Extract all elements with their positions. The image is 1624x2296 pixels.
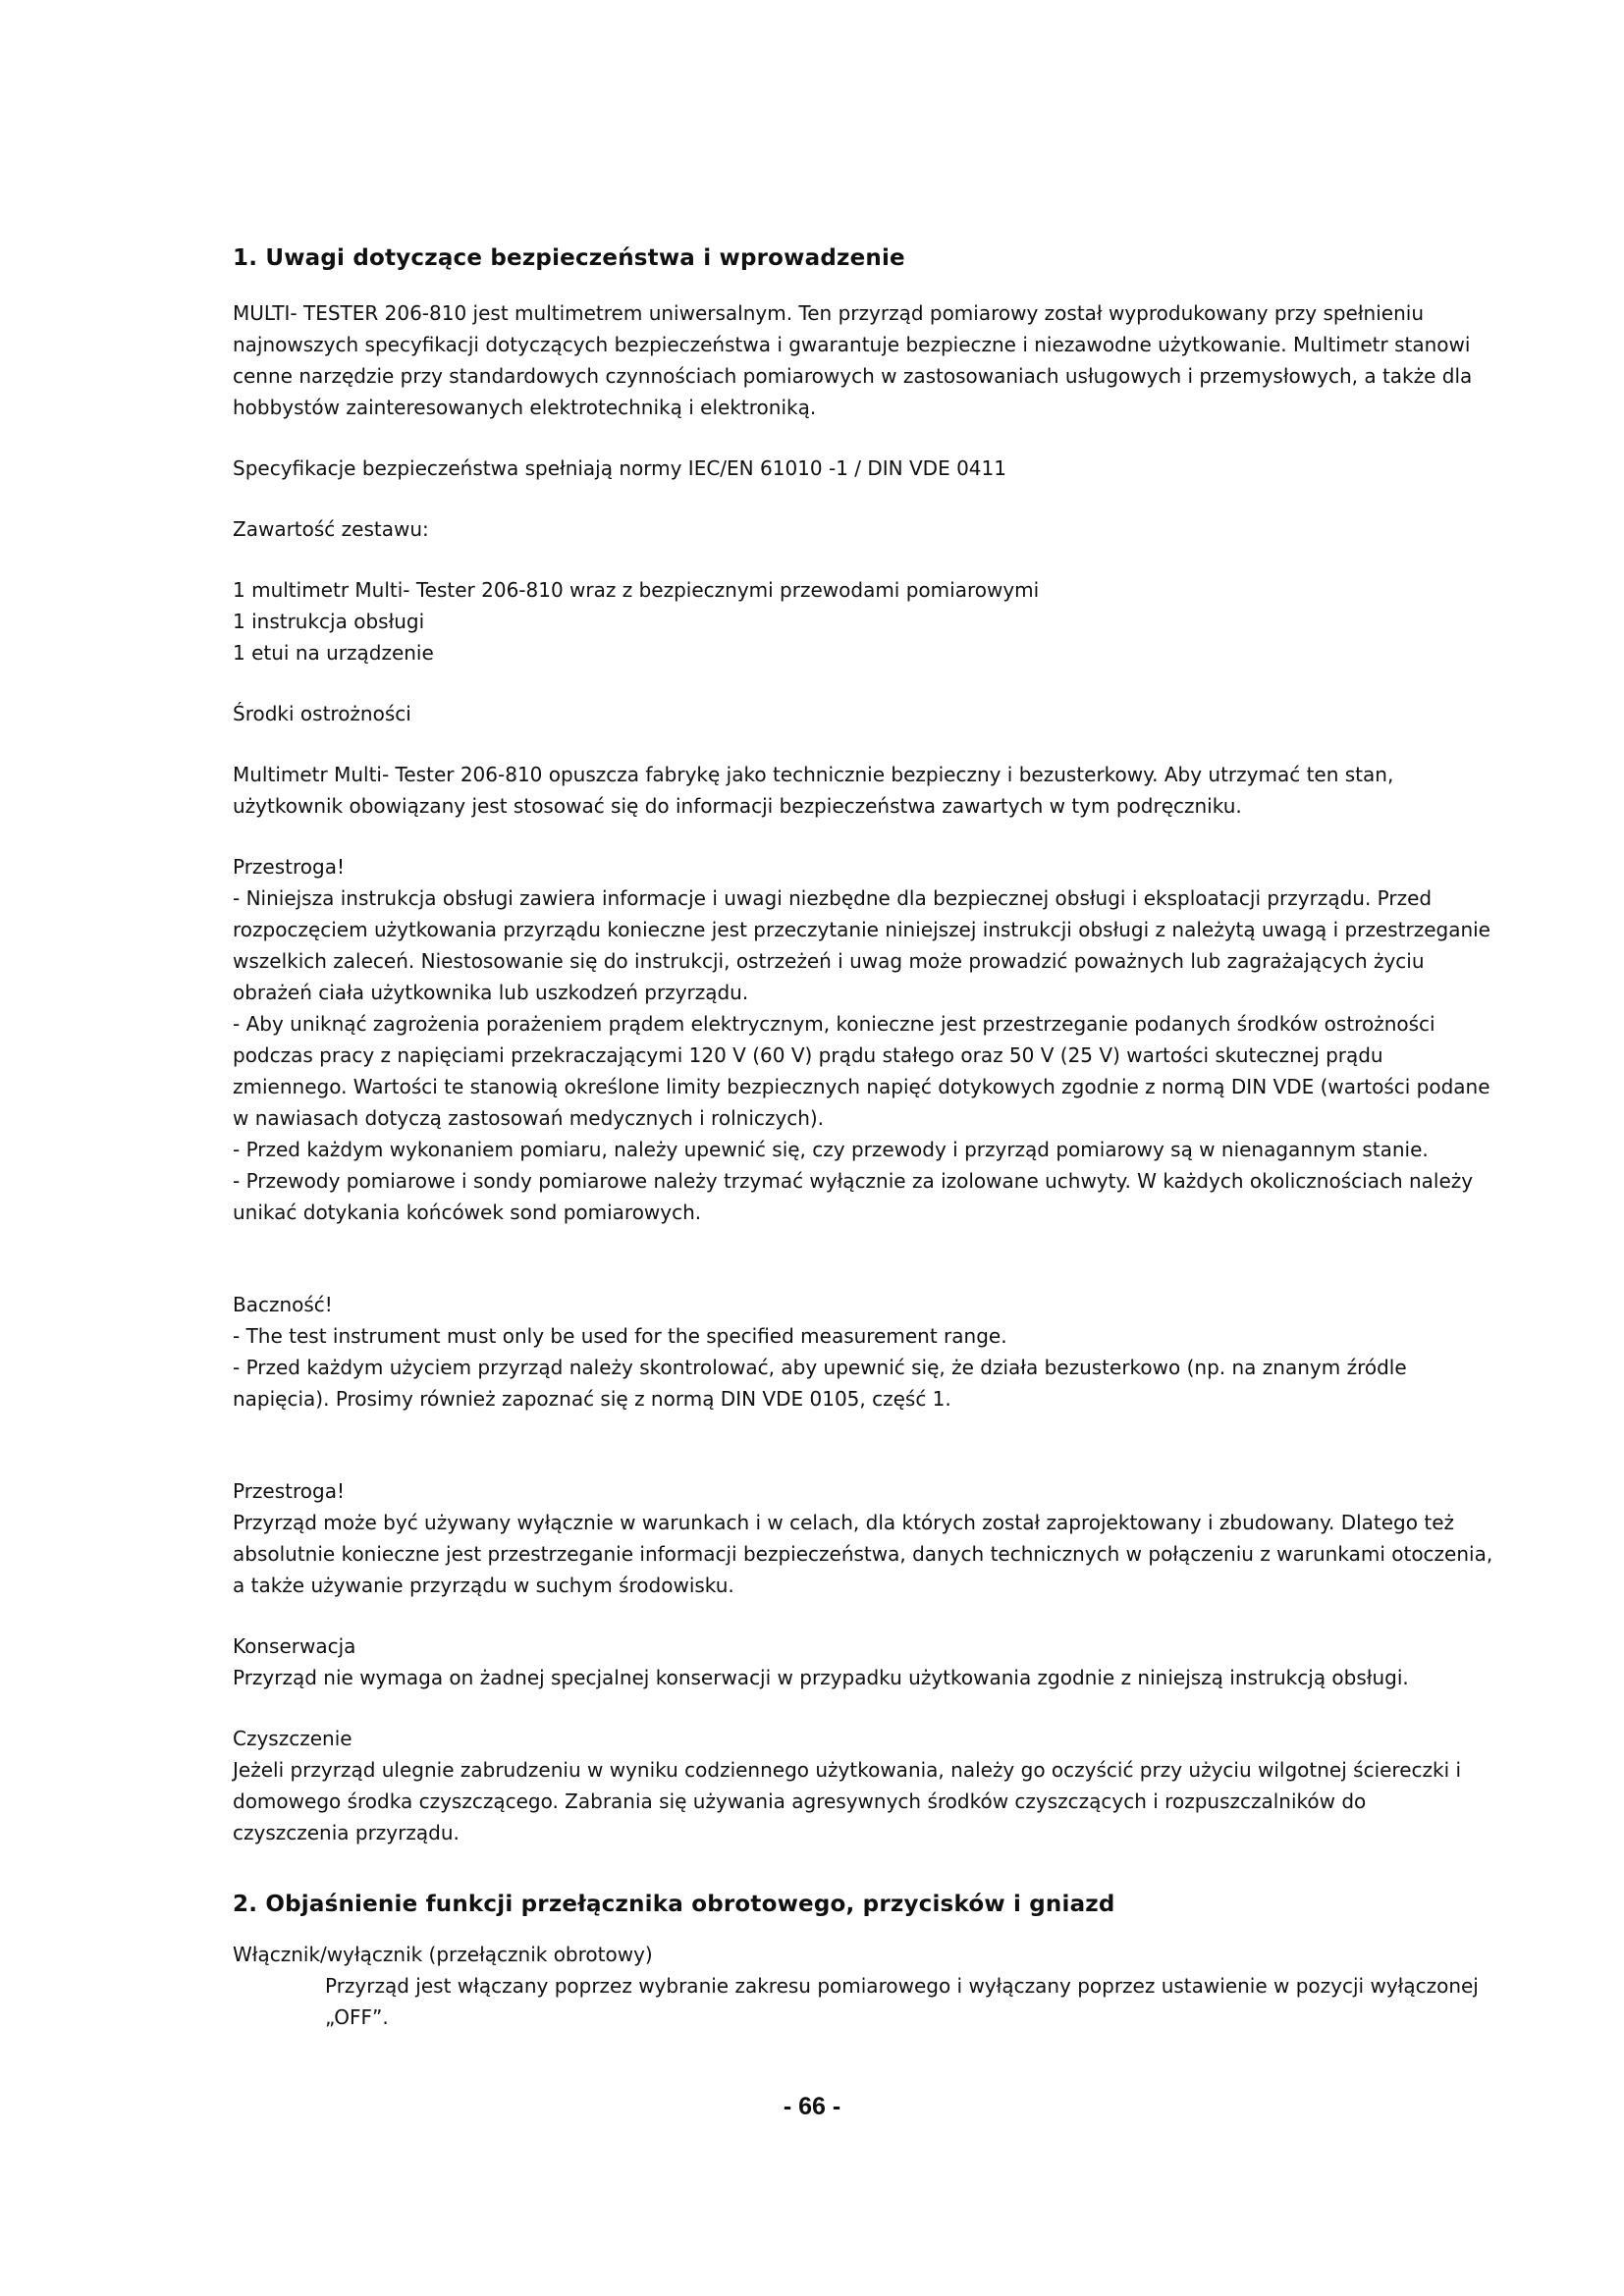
- precautions-paragraph: [233, 759, 1519, 822]
- maintenance-label: Konserwacja: [233, 1634, 356, 1658]
- attention-paragraph: [233, 1320, 1519, 1415]
- text-line: cenne narzędzie przy standardowych czynnościach pomiarowych w zastosowaniach usługowych i przemysłowych, a także dla: [233, 364, 1473, 388]
- section-1-heading: 1. Uwagi dotyczące bezpieczeństwa i wprowadzenie: [233, 245, 905, 271]
- caution-paragraph: [233, 1507, 1519, 1601]
- text-line: MULTI- TESTER 206-810 jest multimetrem uniwersalnym. Ten przyrząd pomiarowy został wyprodukowany przy spełnieniu: [233, 301, 1424, 325]
- precautions-label: Środki ostrożności: [233, 702, 411, 725]
- caution-label: Przestroga!: [233, 855, 345, 879]
- section-2-heading: 2. Objaśnienie funkcji przełącznika obrotowego, przycisków i gniazd: [233, 1892, 1115, 1917]
- text-line: „OFF”.: [325, 2005, 389, 2029]
- maintenance-text: Przyrząd nie wymaga on żadnej specjalnej konserwacji w przypadku użytkowania zgodnie z niniejszą instrukcją obsługi.: [233, 1666, 1409, 1689]
- text-line: napięcia). Prosimy również zapoznać się z normą DIN VDE 0105, część 1.: [233, 1387, 951, 1411]
- switch-label: Włącznik/wyłącznik (przełącznik obrotowy): [233, 1943, 653, 1966]
- text-line: - The test instrument must only be used for the specified measurement range.: [233, 1324, 1007, 1348]
- text-line: Jeżeli przyrząd ulegnie zabrudzeniu w wyniku codziennego użytkowania, należy go oczyścić przy użyciu wilgotnej ściereczki i: [233, 1758, 1462, 1782]
- cleaning-paragraph: [233, 1754, 1519, 1848]
- switch-description: [325, 1970, 1519, 2033]
- text-line: domowego środka czyszczącego. Zabrania się używania agresywnych środków czyszczących i rozpuszczalników do: [233, 1789, 1367, 1813]
- text-line: obrażeń ciała użytkownika lub uszkodzeń przyrządu.: [233, 981, 749, 1004]
- text-line: Przyrząd jest włączany poprzez wybranie zakresu pomiarowego i wyłączany poprzez ustawienie w pozycji wyłączonej: [325, 1974, 1479, 1998]
- intro-paragraph: [233, 297, 1519, 423]
- text-line: - Przed każdym wykonaniem pomiaru, należy upewnić się, czy przewody i przyrząd pomiarowy są w nienagannym stanie.: [233, 1138, 1429, 1161]
- text-line: najnowszych specyfikacji dotyczących bezpieczeństwa i gwarantuje bezpieczne i niezawodne użytkowanie. Multimetr stanowi: [233, 333, 1471, 356]
- text-line: podczas pracy z napięciami przekraczającymi 120 V (60 V) prądu stałego oraz 50 V (25 V) wartości skutecznej prądu: [233, 1043, 1383, 1067]
- list-item: 1 etui na urządzenie: [233, 641, 434, 665]
- list-item: 1 multimetr Multi- Tester 206-810 wraz z bezpiecznymi przewodami pomiarowymi: [233, 578, 1040, 602]
- text-line: Multimetr Multi- Tester 206-810 opuszcza fabrykę jako technicznie bezpieczny i bezusterkowy. Aby utrzymać ten stan,: [233, 763, 1394, 786]
- attention-label: Baczność!: [233, 1293, 333, 1316]
- text-line: a także używanie przyrządu w suchym środowisku.: [233, 1574, 734, 1597]
- contents-label: Zawartość zestawu:: [233, 517, 429, 541]
- page-content: [233, 245, 1519, 2033]
- page-number: - 66 -: [783, 2093, 841, 2120]
- text-line: absolutnie konieczne jest przestrzeganie informacji bezpieczeństwa, danych technicznych w połączeniu z warunkami otoczenia,: [233, 1542, 1493, 1566]
- contents-list: [233, 574, 1519, 668]
- text-line: - Przewody pomiarowe i sondy pomiarowe należy trzymać wyłącznie za izolowane uchwyty. W każdych okolicznościach należy: [233, 1169, 1474, 1193]
- text-line: w nawiasach dotyczą zastosowań medycznych i rolniczych).: [233, 1106, 825, 1130]
- text-line: - Przed każdym użyciem przyrząd należy skontrolować, aby upewnić się, że działa bezusterkowo (np. na znanym źródle: [233, 1356, 1407, 1379]
- text-line: Przyrząd może być używany wyłącznie w warunkach i w celach, dla których został zaprojektowany i zbudowany. Dlatego też: [233, 1511, 1454, 1534]
- text-line: hobbystów zainteresowanych elektrotechniką i elektroniką.: [233, 396, 817, 419]
- text-line: użytkownik obowiązany jest stosować się do informacji bezpieczeństwa zawartych w tym podręczniku.: [233, 794, 1242, 818]
- text-line: - Niniejsza instrukcja obsługi zawiera informacje i uwagi niezbędne dla bezpiecznej obsługi i eksploatacji przyrządu. Przed: [233, 886, 1433, 910]
- safety-spec: Specyfikacje bezpieczeństwa spełniają normy IEC/EN 61010 -1 / DIN VDE 0411: [233, 456, 1006, 480]
- cleaning-label: Czyszczenie: [233, 1727, 352, 1750]
- text-line: unikać dotykania końcówek sond pomiarowych.: [233, 1201, 702, 1224]
- text-line: - Aby uniknąć zagrożenia porażeniem prądem elektrycznym, konieczne jest przestrzeganie podanych środków ostrożności: [233, 1012, 1435, 1036]
- text-line: rozpoczęciem użytkowania przyrządu konieczne jest przeczytanie niniejszej instrukcji obsługi z należytą uwagą i przestrzeganie: [233, 918, 1490, 941]
- list-item: 1 instrukcja obsługi: [233, 610, 425, 633]
- text-line: wszelkich zaleceń. Niestosowanie się do instrukcji, ostrzeżeń i uwag może prowadzić poważnych lub zagrażających życiu: [233, 949, 1425, 973]
- caution-label: Przestroga!: [233, 1479, 345, 1503]
- caution-paragraph: [233, 882, 1519, 1228]
- text-line: czyszczenia przyrządu.: [233, 1821, 460, 1844]
- text-line: zmiennego. Wartości te stanowią określone limity bezpiecznych napięć dotykowych zgodnie z normą DIN VDE (wartości podane: [233, 1075, 1490, 1098]
